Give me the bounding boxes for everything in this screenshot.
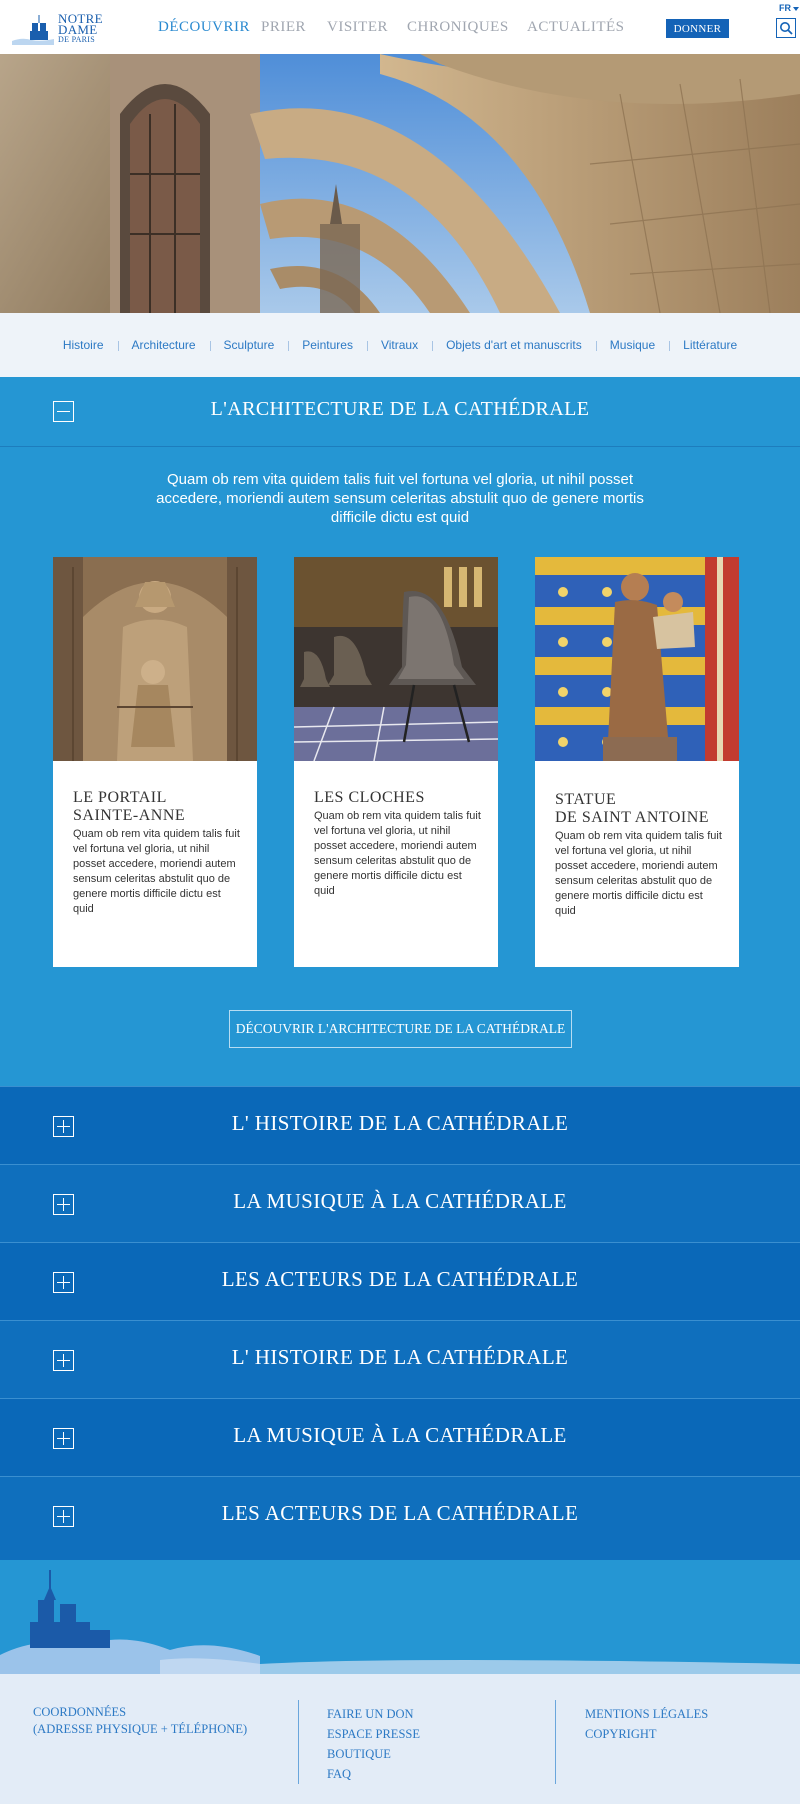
footer-contact-detail: (ADRESSE PHYSIQUE + TÉLÉPHONE) [33,1722,248,1736]
card-les-cloches[interactable] [294,557,498,967]
accordion-architecture [0,377,800,1086]
accordion-title: LES ACTEURS DE LA CATHÉDRALE [221,1501,579,1525]
hero-image [0,54,800,313]
footer-illustration [0,1560,800,1674]
subnav-item-sculpture[interactable]: Sculpture [210,338,289,352]
footer-legal [585,1704,708,1744]
card-title-line: LES CLOCHES [314,789,425,806]
accordion-histoire[interactable] [0,1320,800,1398]
search-button[interactable] [776,18,796,38]
site-logo[interactable] [10,12,110,46]
nav-item-prier[interactable]: PRIER [261,19,307,35]
discover-architecture-button[interactable]: DÉCOUVRIR L'ARCHITECTURE DE LA CATHÉDRALE [229,1010,572,1048]
accordion-title: LES ACTEURS DE LA CATHÉDRALE [221,1267,579,1291]
chevron-down-icon [793,7,799,11]
footer-divider [298,1700,299,1784]
subnav-item-vitraux[interactable]: Vitraux [367,338,432,352]
subnav-item-architecture[interactable]: Architecture [118,338,210,352]
accordion-header-architecture[interactable] [0,377,800,447]
card-title [555,791,709,827]
accordion-acteurs[interactable] [0,1242,800,1320]
section-title: L'ARCHITECTURE DE LA CATHÉDRALE [210,398,590,420]
accordion-title: L' HISTOIRE DE LA CATHÉDRALE [231,1345,569,1369]
footer-link-don[interactable]: FAIRE UN DON [327,1707,414,1721]
card-portail-sainte-anne[interactable] [53,557,257,967]
nav-item-visiter[interactable]: VISITER [327,19,388,35]
subnav-item-histoire[interactable]: Histoire [62,338,104,352]
nav-item-chroniques[interactable]: CHRONIQUES [407,19,509,35]
card-image [535,557,739,761]
subnav-item-litterature[interactable]: Littérature [669,338,751,352]
card-statue-saint-antoine[interactable] [535,557,739,967]
card-text: Quam ob rem vita quidem talis fuit vel fortuna vel gloria, ut nihil posset accedere, moriendi autem sensum celeritas abstulit quo de genere mortis difficile dictu est quid [314,810,481,897]
card-title-line: STATUE [555,791,617,808]
accordion-title: L' HISTOIRE DE LA CATHÉDRALE [231,1111,569,1135]
card-title-line: DE SAINT ANTOINE [555,809,710,826]
card-text: Quam ob rem vita quidem talis fuit vel fortuna vel gloria, ut nihil posset accedere, moriendi autem sensum celeritas abstulit quo de genere mortis difficile dictu est quid [73,828,240,915]
footer-contact-title: COORDONNÉES [33,1705,127,1719]
language-selector[interactable] [779,3,799,13]
accordion-histoire[interactable] [0,1086,800,1164]
logo-line: DE PARIS [58,35,96,44]
footer-link-boutique[interactable]: BOUTIQUE [327,1747,391,1761]
footer-link-faq[interactable]: FAQ [327,1767,352,1781]
cathedral-buttress-photo [0,54,800,313]
card-image [53,557,257,761]
card-title [73,789,185,825]
section-intro: Quam ob rem vita quidem talis fuit vel fortuna vel gloria, ut nihil posset accedere, moriendi autem sensum celeritas abstulit quo de genere mortis difficile dictu est quid [156,471,644,526]
card-title-line: LE PORTAIL [73,789,167,806]
logo-line: NOTRE [58,11,103,26]
accordion-musique[interactable] [0,1398,800,1476]
accordion-musique[interactable] [0,1164,800,1242]
footer-link-mentions[interactable]: MENTIONS LÉGALES [585,1707,709,1721]
footer-link-presse[interactable]: ESPACE PRESSE [327,1727,420,1741]
language-label: FR [779,3,791,13]
footer-divider [555,1700,556,1784]
donate-button[interactable]: DONNER [666,19,729,38]
site-footer [0,1674,800,1804]
card-text: Quam ob rem vita quidem talis fuit vel fortuna vel gloria, ut nihil posset accedere, moriendi autem sensum celeritas abstulit quo de genere mortis difficile dictu est quid [555,830,722,917]
card-image [294,557,498,761]
logo-line: DAME [58,22,98,37]
card-title-line: SAINTE-ANNE [73,807,186,824]
accordion-title: LA MUSIQUE À LA CATHÉDRALE [233,1189,567,1213]
nav-item-actualites[interactable]: ACTUALITÉS [527,19,625,35]
site-header [0,0,800,54]
footer-contact [33,1704,247,1738]
cathedral-logo-icon [10,13,56,45]
card-title [314,789,425,807]
nav-item-decouvrir[interactable]: DÉCOUVRIR [158,19,251,35]
accordion-acteurs[interactable] [0,1476,800,1560]
footer-links [327,1704,420,1784]
subnav-item-musique[interactable]: Musique [596,338,669,352]
subnav-item-peintures[interactable]: Peintures [288,338,367,352]
footer-link-copyright[interactable]: COPYRIGHT [585,1727,657,1741]
subnav-item-objets-art[interactable]: Objets d'art et manuscrits [432,338,596,352]
search-icon [779,21,793,35]
cathedral-silhouette-icon [0,1560,800,1674]
accordion-title: LA MUSIQUE À LA CATHÉDRALE [233,1423,567,1447]
section-subnav [0,313,800,377]
